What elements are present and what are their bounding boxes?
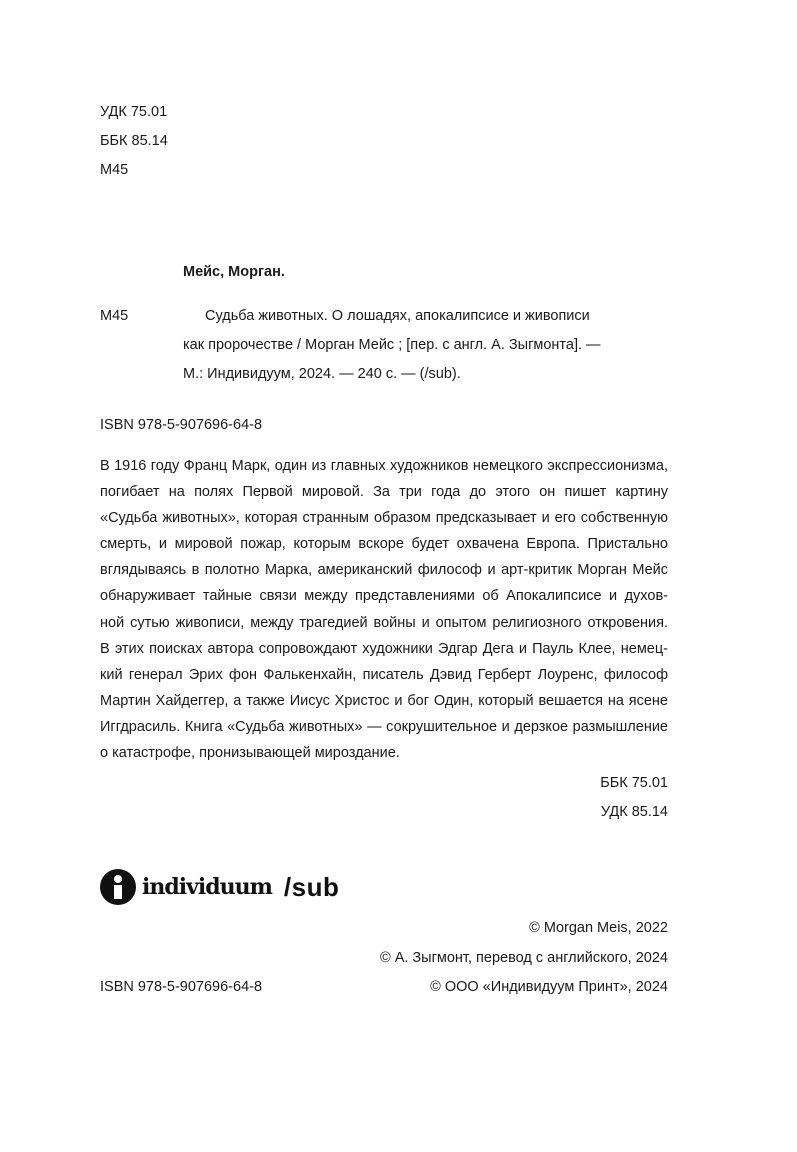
copyright-translation: © А. Зыгмонт, перевод с английского, 2024 [379,950,668,966]
annotation-line: Мартин Хайдеггер, а также Иисус Христос и бог Один, который вешается на ясене [100,692,668,709]
isbn-bottom: ISBN 978-5-907696-64-8 [100,979,263,995]
author-mark-code: М45 [100,162,129,178]
annotation-line: кий генерал Эрих фон Фалькенхайн, писатель Дэвид Герберт Лоуренс, философ [100,666,668,683]
logo-wordmark: individuum [142,874,272,900]
copyright-author: © Morgan Meis, 2022 [529,920,668,936]
bbk-code: ББК 85.14 [100,133,168,149]
record-line-responsibility: как пророчестве / Морган Мейс ; [пер. с англ. А. Зыгмонта]. — [183,337,601,353]
udk-code: УДК 75.01 [100,104,168,120]
publisher-logo [100,867,339,907]
annotation-line: ной сутью живописи, между трагедией войны и опытом религиозного откровения. [100,614,668,631]
annotation-line: обнаруживает тайные связи между представлениями об Апокалипсисе и духов- [100,588,668,605]
bbk-bottom: ББК 75.01 [600,775,668,791]
record-line-title: Судьба животных. О лошадях, апокалипсисе и живописи [205,308,590,324]
annotation-line: «Судьба животных», которая странным образом предсказывает и его собственную [100,510,668,527]
annotation-paragraph [100,453,668,766]
info-icon [100,869,136,905]
annotation-line: о катастрофе, пронизывающей мироздание. [100,745,400,762]
udk-bottom: УДК 85.14 [600,804,668,820]
annotation-line: вглядываясь в полотно Марка, американский философ и арт-критик Морган Мейс [100,562,668,579]
copyright-publisher: © ООО «Индивидуум Принт», 2024 [430,979,668,995]
annotation-line: В 1916 году Франц Марк, один из главных художников немецкого экспрессионизма, [100,458,668,474]
annotation-line: Иггдрасиль. Книга «Судьба животных» — сокрушительное и дерзкое размышление [100,718,668,735]
record-line-publication: М.: Индивидуум, 2024. — 240 с. — (/sub). [183,366,461,382]
annotation-line: погибает на полях Первой мировой. За три года до этого он пишет картину [100,484,668,501]
author-heading: Мейс, Морган. [183,264,285,280]
logo-series: /sub [283,871,340,902]
annotation-line: смерть, и мировой пожар, которым вскоре будет охвачена Европа. Пристально [100,536,668,553]
annotation-line: В этих поисках автора сопровождают художники Эдгар Дега и Пауль Клее, немец- [100,640,668,657]
isbn-top: ISBN 978-5-907696-64-8 [100,417,263,433]
record-author-mark: М45 [100,308,129,324]
